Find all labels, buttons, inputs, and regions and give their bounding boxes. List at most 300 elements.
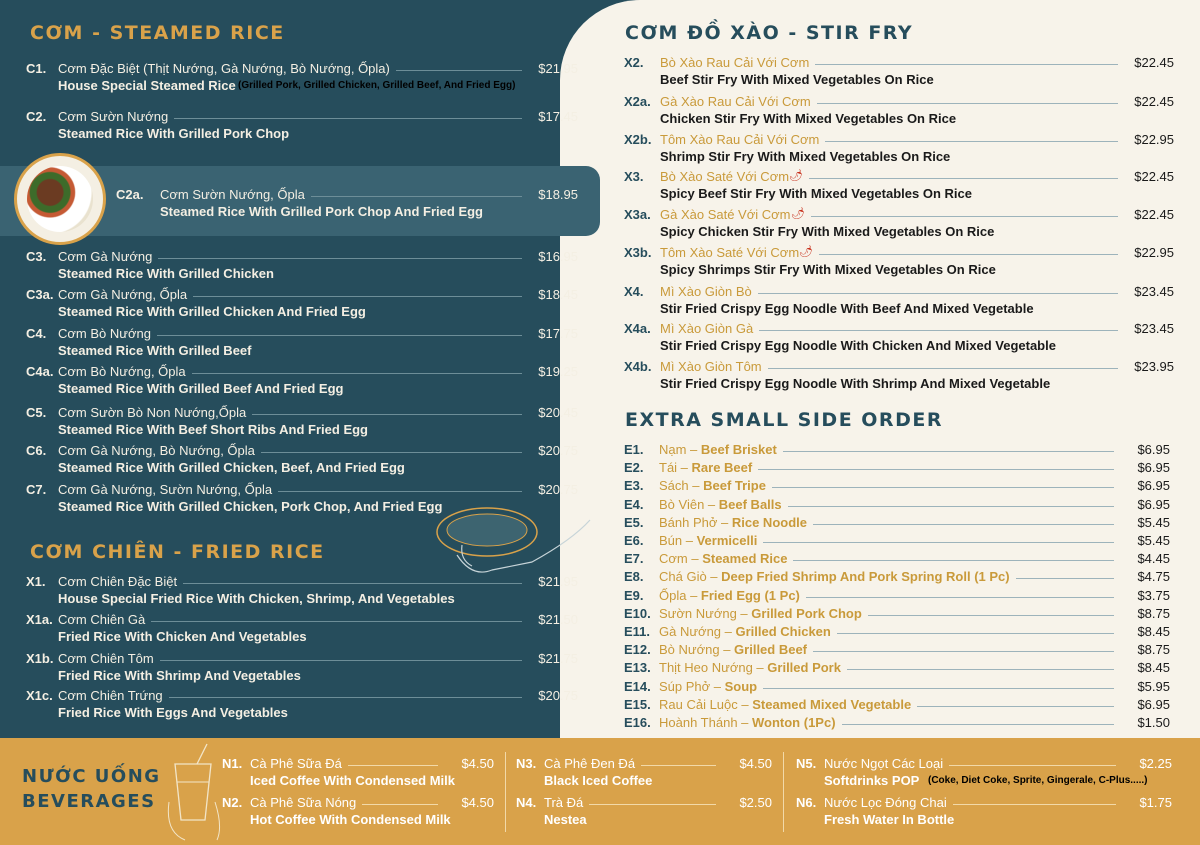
item-price: $5.45: [1137, 514, 1170, 530]
item-code: E14.: [624, 678, 651, 694]
leader-line: [813, 651, 1114, 652]
leader-line: [278, 491, 522, 492]
leader-line: [763, 542, 1114, 543]
item-name: [659, 551, 787, 566]
item-price: $17.75: [538, 326, 578, 341]
menu-item: [222, 756, 494, 792]
item-code: C6.: [26, 443, 47, 458]
item-vietnamese-name: Bánh Phở –: [659, 514, 732, 530]
item-code: X3.: [624, 169, 644, 184]
item-code: C3.: [26, 249, 47, 264]
item-english-name: Fried Rice With Eggs And Vegetables: [58, 705, 288, 720]
leader-line: [783, 451, 1114, 452]
side-order-item: [624, 624, 1170, 641]
leader-line: [953, 804, 1116, 805]
item-price: $2.25: [1139, 756, 1172, 771]
item-english-name: Spicy Shrimps Stir Fry With Mixed Vegetables On Rice: [660, 262, 996, 277]
item-english-name: Steamed Rice With Grilled Chicken: [58, 266, 274, 281]
item-vietnamese-name: Cơm Chiên Đặc Biệt: [58, 574, 178, 589]
item-code: C4.: [26, 326, 47, 341]
item-english-name: Black Iced Coffee: [544, 773, 653, 788]
item-english-name: Beef Brisket: [700, 442, 777, 457]
item-english-name: Steamed Rice With Grilled Pork Chop: [58, 126, 290, 141]
item-code: X1b.: [26, 651, 54, 666]
item-vietnamese-name: Tôm Xào Saté Với Cơm: [660, 245, 800, 260]
item-vietnamese-name: Gà Xào Rau Cải Với Cơm: [660, 94, 811, 109]
item-code: N2.: [222, 795, 243, 810]
item-code: N1.: [222, 756, 243, 771]
item-english-name: Steamed Rice With Grilled Chicken, Pork Chop, And Fried Egg: [58, 499, 443, 514]
item-price: $8.75: [1137, 605, 1170, 621]
extra-side-order-heading: EXTRA SMALL SIDE ORDER: [625, 409, 943, 431]
side-order-item: [624, 533, 1170, 550]
item-price: $16.95: [538, 249, 578, 264]
beverages-heading: NƯỚC UỐNG BEVERAGES: [22, 766, 161, 812]
item-price: $21.95: [538, 61, 578, 76]
item-code: X4b.: [624, 359, 652, 374]
item-price: $8.45: [1137, 624, 1170, 639]
leader-line: [772, 487, 1114, 488]
menu-item: [26, 287, 578, 323]
rice-plate-photo: [14, 153, 106, 245]
item-vietnamese-name: Cơm Bò Nướng, Ốpla: [58, 364, 186, 379]
side-order-item: [624, 697, 1170, 714]
leader-line: [819, 254, 1118, 255]
leader-line: [1016, 578, 1114, 579]
item-code: E13.: [624, 660, 651, 676]
item-english-name: Stir Fried Crispy Egg Noodle With Chicken And Mixed Vegetable: [660, 338, 1056, 353]
item-english-name: Steamed Rice With Grilled Chicken And Fried Egg: [58, 304, 366, 319]
item-price: $1.75: [1139, 795, 1172, 810]
item-code: C2a.: [116, 187, 144, 202]
item-vietnamese-name: Cơm Bò Nướng: [58, 326, 151, 341]
menu-item: [516, 756, 772, 792]
item-code: C3a.: [26, 287, 54, 302]
item-english-name: Grilled Beef: [734, 642, 808, 658]
item-code: E9.: [624, 587, 644, 603]
item-vietnamese-name: Bò Xào Saté Với Cơm: [660, 169, 790, 184]
item-price: $22.45: [1134, 55, 1174, 70]
item-price: $8.45: [1137, 660, 1170, 676]
item-price: $18.45: [538, 287, 578, 302]
item-price: $4.45: [1137, 551, 1170, 567]
item-price: $22.45: [1134, 207, 1174, 222]
item-price: $4.50: [739, 756, 772, 771]
menu-item: [516, 795, 772, 831]
item-english-name: Steamed Rice With Grilled Chicken, Beef, And Fried Egg: [58, 460, 405, 475]
item-code: C4a.: [26, 364, 54, 379]
item-english-name: Grilled Pork Chop: [751, 605, 862, 621]
item-english-name: Steamed Rice With Grilled Pork Chop And Fried Egg: [160, 204, 483, 219]
item-vietnamese-name: Hoành Thánh –: [659, 715, 752, 730]
leader-line: [868, 615, 1114, 616]
item-english-name: Steamed Rice: [702, 551, 788, 567]
item-price: $1.50: [1137, 715, 1170, 730]
menu-item: [26, 109, 578, 145]
menu-item: [116, 187, 578, 223]
item-price: $21.95: [538, 574, 578, 589]
chili-pepper-icon: 🌶: [789, 170, 803, 182]
item-price: $6.95: [1137, 460, 1170, 476]
leader-line: [758, 469, 1114, 470]
item-name: [659, 442, 777, 457]
item-price: $3.75: [1137, 587, 1170, 603]
item-vietnamese-name: Mì Xào Giòn Bò: [660, 284, 752, 299]
item-code: E8.: [624, 569, 644, 585]
item-code: E4.: [624, 496, 644, 512]
stir-fry-heading: CƠM ĐỒ XÀO - STIR FRY: [625, 22, 914, 44]
item-name: [659, 478, 766, 493]
item-price: $8.75: [1137, 642, 1170, 658]
item-price: $17.45: [538, 109, 578, 124]
item-price: $23.45: [1134, 321, 1174, 336]
leader-line: [793, 560, 1114, 561]
item-english-name: Fresh Water In Bottle: [824, 812, 955, 827]
leader-line: [811, 216, 1118, 217]
leader-line: [763, 688, 1114, 689]
menu-item: [624, 284, 1174, 320]
item-price: $18.95: [538, 187, 578, 202]
item-vietnamese-name: Mì Xào Giòn Tôm: [660, 359, 762, 374]
item-code: X3a.: [624, 207, 651, 222]
item-price: $5.95: [1137, 678, 1170, 694]
leader-line: [169, 697, 522, 698]
item-english-name: Deep Fried Shrimp And Pork Spring Roll (1 Pc): [721, 569, 1010, 585]
item-code: E16.: [624, 715, 651, 730]
item-vietnamese-name: Cơm Gà Nướng, Bò Nướng, Ốpla: [58, 443, 255, 458]
side-order-item: [624, 642, 1170, 659]
item-price: $20.45: [538, 405, 578, 420]
item-english-name: Iced Coffee With Condensed Milk: [250, 773, 456, 788]
menu-item: [624, 132, 1174, 168]
item-code: E6.: [624, 533, 644, 548]
item-english-name: Grilled Chicken: [735, 624, 831, 639]
item-name: [659, 588, 800, 603]
item-code: E5.: [624, 514, 644, 530]
menu-item: [624, 245, 1174, 281]
item-code: E2.: [624, 460, 644, 476]
item-english-name: Fried Rice With Shrimp And Vegetables: [58, 668, 301, 683]
side-order-item: [624, 515, 1170, 532]
item-vietnamese-name: Cơm Chiên Gà: [58, 612, 146, 627]
item-vietnamese-name: Cơm Sườn Nướng: [58, 109, 169, 124]
item-english-name: Spicy Chicken Stir Fry With Mixed Vegetables On Rice: [660, 224, 995, 239]
leader-line: [825, 141, 1118, 142]
item-code: N6.: [796, 795, 817, 810]
item-name: [659, 606, 862, 621]
item-code: E10.: [624, 605, 651, 621]
item-price: $19.25: [538, 364, 578, 379]
item-vietnamese-name: Cơm Sườn Bò Non Nướng,Ốpla: [58, 405, 247, 420]
menu-item: [26, 612, 578, 648]
item-vietnamese-name: Gà Nướng –: [659, 624, 736, 639]
item-code: C7.: [26, 482, 47, 497]
item-vietnamese-name: Cơm Sườn Nướng, Ốpla: [160, 187, 305, 202]
item-code: C2.: [26, 109, 47, 124]
item-price: $6.95: [1137, 478, 1170, 494]
leader-line: [815, 64, 1118, 65]
item-vietnamese-name: Cơm Gà Nướng, Sườn Nướng, Ốpla: [58, 482, 273, 497]
chili-pepper-icon: 🌶: [799, 246, 813, 258]
item-price: $20.75: [538, 443, 578, 458]
item-price: $6.95: [1137, 696, 1170, 712]
item-english-name: Stir Fried Crispy Egg Noodle With Shrimp And Mixed Vegetable: [660, 376, 1051, 391]
item-name: [659, 697, 911, 712]
item-code: N3.: [516, 756, 537, 771]
item-english-name: Beef Stir Fry With Mixed Vegetables On Rice: [660, 72, 934, 87]
item-code: X4a.: [624, 321, 651, 336]
item-vietnamese-name: Cà Phê Sữa Đá: [250, 756, 342, 771]
item-name: [659, 497, 782, 512]
item-english-name: Wonton (1Pc): [752, 715, 836, 730]
item-name: [659, 660, 841, 675]
item-english-name: Steamed Rice With Beef Short Ribs And Fried Egg: [58, 422, 368, 437]
item-price: $22.95: [1134, 132, 1174, 147]
leader-line: [641, 765, 716, 766]
item-vietnamese-name: Bún –: [659, 533, 697, 548]
item-code: X1c.: [26, 688, 53, 703]
item-vietnamese-name: Bò Nướng –: [659, 642, 735, 658]
item-code: E3.: [624, 478, 644, 494]
leader-line: [806, 597, 1114, 598]
item-price: $22.45: [1134, 169, 1174, 184]
item-price: $4.50: [461, 756, 494, 771]
item-price: $23.95: [1134, 359, 1174, 374]
leader-line: [589, 804, 716, 805]
item-vietnamese-name: Tôm Xào Rau Cải Với Cơm: [660, 132, 820, 147]
item-code: N4.: [516, 795, 537, 810]
item-vietnamese-name: Nước Lọc Đóng Chai: [824, 795, 947, 810]
leader-line: [759, 330, 1118, 331]
menu-item: [26, 688, 578, 724]
leader-line: [183, 583, 522, 584]
leader-line: [788, 506, 1114, 507]
item-vietnamese-name: Cà Phê Sữa Nóng: [250, 795, 357, 810]
leader-line: [362, 804, 438, 805]
leader-line: [809, 178, 1118, 179]
item-vietnamese-name: Cơm Gà Nướng, Ốpla: [58, 287, 188, 302]
leader-line: [174, 118, 522, 119]
item-price: $4.75: [1137, 569, 1170, 585]
leader-line: [160, 660, 522, 661]
menu-item: [26, 249, 578, 285]
leader-line: [768, 368, 1118, 369]
leader-line: [396, 70, 522, 71]
item-name: [659, 460, 752, 475]
leader-line: [813, 524, 1114, 525]
item-name: [659, 515, 807, 530]
item-code: N5.: [796, 756, 817, 771]
item-price: $20.75: [538, 688, 578, 703]
item-price: $23.45: [1134, 284, 1174, 299]
leader-line: [261, 452, 522, 453]
item-price: $22.45: [1134, 94, 1174, 109]
item-code: X2.: [624, 55, 644, 70]
item-code: E12.: [624, 642, 651, 658]
side-order-item: [624, 606, 1170, 623]
leader-line: [311, 196, 522, 197]
item-english-note: (Grilled Pork, Grilled Chicken, Grilled Beef, And Fried Egg): [238, 80, 516, 91]
leader-line: [151, 621, 522, 622]
item-code: X2a.: [624, 94, 651, 109]
leader-line: [842, 724, 1114, 725]
side-order-item: [624, 551, 1170, 568]
item-english-name: Softdrinks POP: [824, 773, 920, 788]
item-english-name: Chicken Stir Fry With Mixed Vegetables On Rice: [660, 111, 957, 126]
item-vietnamese-name: Trà Đá: [544, 795, 584, 810]
item-vietnamese-name: Bò Xào Rau Cải Với Cơm: [660, 55, 810, 70]
item-code: E15.: [624, 696, 651, 712]
menu-item: [26, 651, 578, 687]
side-order-item: [624, 460, 1170, 477]
item-code: E7.: [624, 551, 644, 567]
side-order-item: [624, 660, 1170, 677]
item-english-name: Steamed Rice With Grilled Beef: [58, 343, 252, 358]
item-english-name: Shrimp Stir Fry With Mixed Vegetables On Rice: [660, 149, 951, 164]
item-vietnamese-name: Chá Giò –: [659, 569, 722, 585]
fried-rice-heading: CƠM CHIÊN - FRIED RICE: [30, 541, 325, 563]
leader-line: [252, 414, 522, 415]
item-english-name: Rare Beef: [691, 460, 753, 476]
menu-item: [26, 574, 578, 610]
item-english-name: Grilled Pork: [767, 660, 841, 676]
item-vietnamese-name: Sách –: [659, 478, 704, 494]
menu-item: [624, 55, 1174, 91]
item-english-name: Soup: [724, 678, 758, 694]
iced-coffee-glass-illustration: [165, 742, 223, 842]
item-code: E1.: [624, 442, 644, 457]
item-vietnamese-name: Cơm Đặc Biệt (Thịt Nướng, Gà Nướng, Bò Nướng, Ốpla): [58, 61, 390, 76]
item-name: [659, 624, 831, 639]
leader-line: [847, 669, 1114, 670]
item-code: E11.: [624, 624, 651, 639]
item-vietnamese-name: Cơm Chiên Trứng: [58, 688, 163, 703]
item-price: $20.75: [538, 482, 578, 497]
leader-line: [817, 103, 1118, 104]
item-name: [659, 642, 807, 657]
item-name: [659, 533, 757, 548]
item-price: $6.95: [1137, 496, 1170, 512]
item-vietnamese-name: Bò Viên –: [659, 496, 719, 512]
item-english-name: House Special Steamed Rice: [58, 78, 236, 93]
item-code: X3b.: [624, 245, 652, 260]
item-english-name: Vermicelli: [696, 533, 758, 548]
leader-line: [758, 293, 1118, 294]
leader-line: [917, 706, 1114, 707]
menu-item: [796, 795, 1172, 831]
item-english-name: Hot Coffee With Condensed Milk: [250, 812, 451, 827]
menu-item: [796, 756, 1172, 792]
menu-item: [624, 321, 1174, 357]
side-order-item: [624, 478, 1170, 495]
item-english-note: (Coke, Diet Coke, Sprite, Gingerale, C-Plus.....): [928, 775, 1148, 786]
item-english-name: Steamed Rice With Grilled Beef And Fried Egg: [58, 381, 344, 396]
item-vietnamese-name: Cơm Chiên Tôm: [58, 651, 154, 666]
item-vietnamese-name: Súp Phở –: [659, 678, 725, 694]
chili-pepper-icon: 🌶: [791, 208, 805, 220]
item-english-name: Spicy Beef Stir Fry With Mixed Vegetables On Rice: [660, 186, 972, 201]
item-english-name: House Special Fried Rice With Chicken, Shrimp, And Vegetables: [58, 591, 455, 606]
item-vietnamese-name: Cà Phê Đen Đá: [544, 756, 636, 771]
leader-line: [837, 633, 1114, 634]
item-code: X2b.: [624, 132, 652, 147]
leader-line: [348, 765, 438, 766]
menu-item: [26, 405, 578, 441]
leader-line: [193, 296, 522, 297]
side-order-item: [624, 588, 1170, 605]
item-vietnamese-name: Cơm Gà Nướng: [58, 249, 153, 264]
item-vietnamese-name: Mì Xào Giòn Gà: [660, 321, 754, 336]
item-english-name: Beef Balls: [718, 496, 782, 512]
item-name: [659, 715, 836, 730]
item-code: X1.: [26, 574, 46, 589]
item-vietnamese-name: Cơm –: [659, 551, 703, 567]
item-english-name: Fried Rice With Chicken And Vegetables: [58, 629, 307, 644]
side-order-item: [624, 569, 1170, 586]
item-english-name: Fried Egg (1 Pc): [700, 587, 800, 603]
item-english-name: Steamed Mixed Vegetable: [752, 696, 912, 712]
item-price: $5.45: [1137, 533, 1170, 548]
steamed-rice-heading: CƠM - STEAMED RICE: [30, 22, 285, 44]
item-vietnamese-name: Ốpla –: [659, 587, 701, 603]
item-vietnamese-name: Nạm –: [659, 442, 701, 457]
leader-line: [949, 765, 1116, 766]
item-vietnamese-name: Gà Xào Saté Với Cơm: [660, 207, 791, 222]
item-code: X4.: [624, 284, 644, 299]
leader-line: [157, 335, 522, 336]
menu-item: [26, 364, 578, 400]
item-code: C1.: [26, 61, 47, 76]
item-vietnamese-name: Sườn Nướng –: [659, 605, 752, 621]
item-price: $21.75: [538, 651, 578, 666]
item-price: $4.50: [461, 795, 494, 810]
item-price: $6.95: [1137, 442, 1170, 457]
item-vietnamese-name: Rau Cải Luộc –: [659, 696, 753, 712]
leader-line: [192, 373, 522, 374]
menu-item: [26, 482, 578, 518]
item-name: [659, 679, 757, 694]
menu-item: [624, 169, 1174, 205]
item-price: $2.50: [739, 795, 772, 810]
beverage-divider: [783, 752, 784, 832]
menu-item: [26, 443, 578, 479]
item-price: $21.50: [538, 612, 578, 627]
leader-line: [158, 258, 522, 259]
item-english-name: Nestea: [544, 812, 587, 827]
menu-item: [26, 326, 578, 362]
side-order-item: [624, 715, 1170, 732]
menu-item: [26, 61, 578, 97]
item-vietnamese-name: Nước Ngọt Các Loại: [824, 756, 944, 771]
item-english-name: Rice Noodle: [731, 514, 807, 530]
item-vietnamese-name: Tái –: [659, 460, 692, 476]
menu-item: [624, 207, 1174, 243]
item-english-name: Stir Fried Crispy Egg Noodle With Beef And Mixed Vegetable: [660, 301, 1034, 316]
side-order-item: [624, 679, 1170, 696]
item-price: $22.95: [1134, 245, 1174, 260]
item-vietnamese-name: Thịt Heo Nướng –: [659, 660, 768, 676]
item-english-name: Beef Tripe: [703, 478, 766, 494]
item-code: C5.: [26, 405, 47, 420]
menu-item: [624, 359, 1174, 395]
menu-item: [222, 795, 494, 831]
beverage-divider: [505, 752, 506, 832]
menu-item: [624, 94, 1174, 130]
item-code: X1a.: [26, 612, 53, 627]
item-name: [659, 569, 1010, 584]
side-order-item: [624, 497, 1170, 514]
side-order-item: [624, 442, 1170, 459]
